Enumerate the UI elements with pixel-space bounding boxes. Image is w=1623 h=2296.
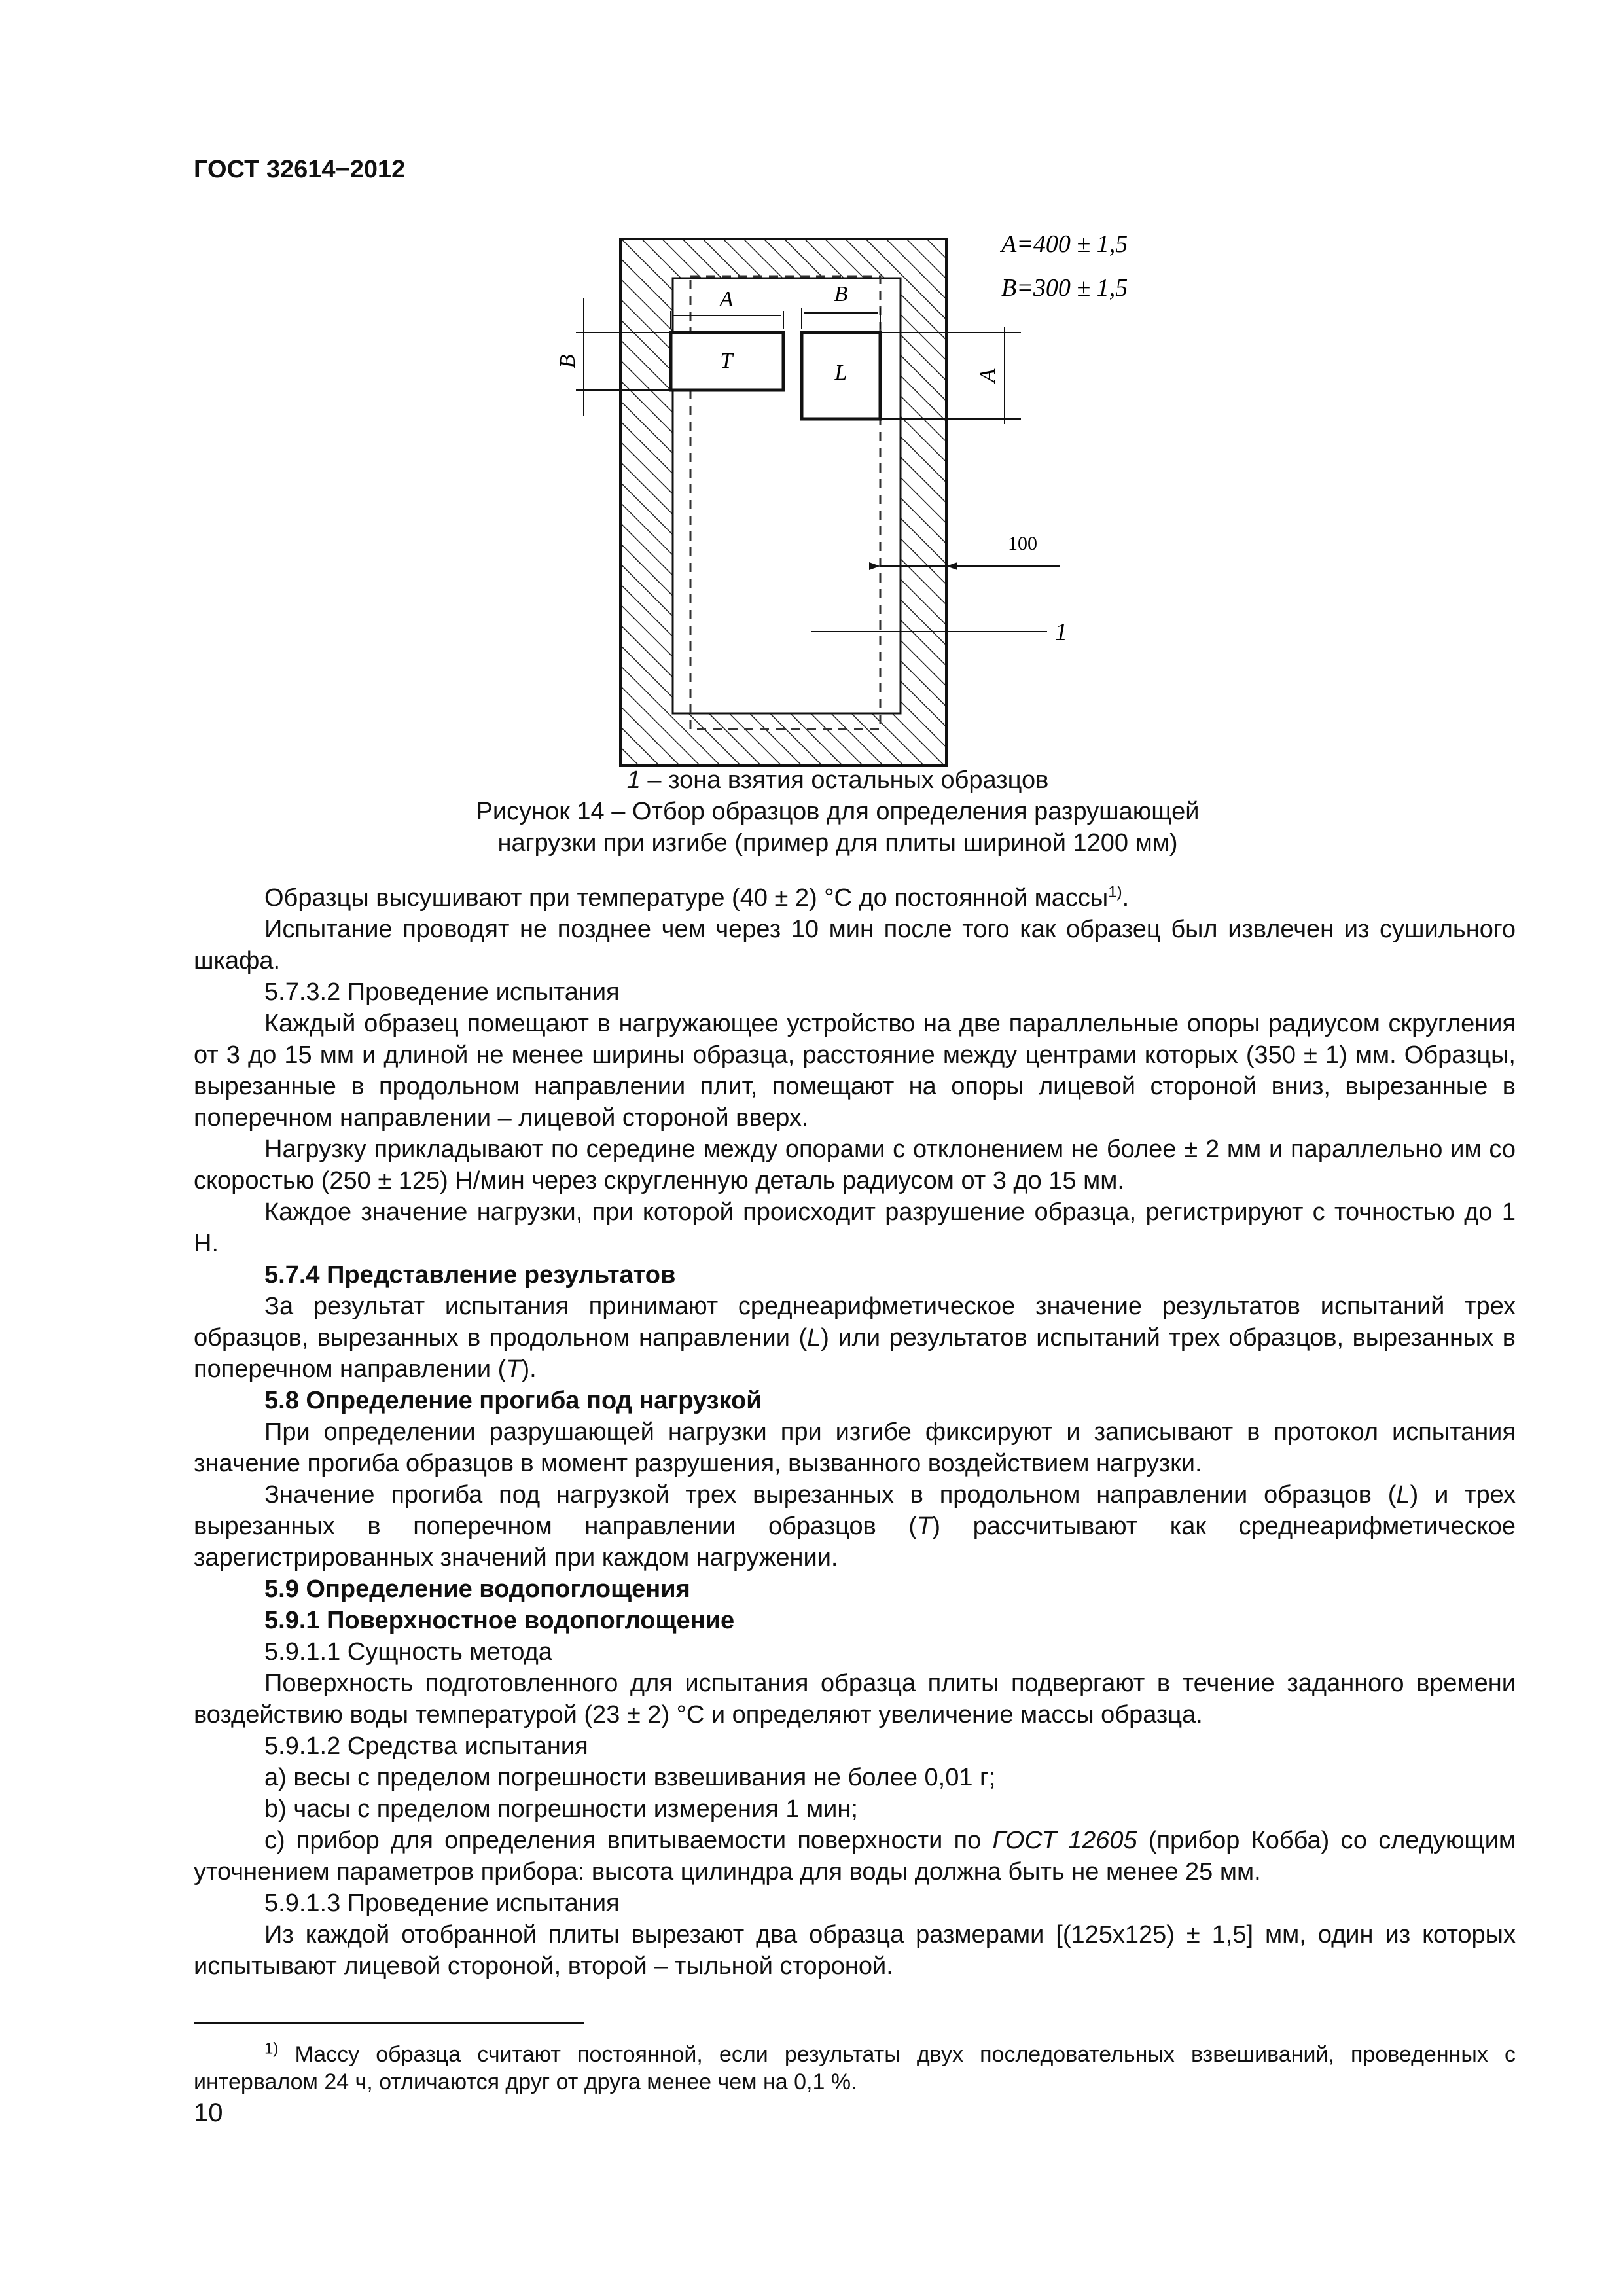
body-text xyxy=(194,882,1516,1982)
paragraph: Испытание проводят не позднее чем через 10 мин после того как образец был извлечен из сушильного шкафа. xyxy=(194,916,1516,975)
footnote-ref[interactable]: 1) xyxy=(1108,883,1122,901)
section-heading: 5.9.1.3 Проведение испытания xyxy=(264,1890,620,1917)
list-item: а) весы с пределом погрешности взвешивания не более 0,01 г; xyxy=(264,1764,996,1791)
section-heading: 5.7.3.2 Проведение испытания xyxy=(264,978,620,1006)
paragraph: Нагрузку прикладывают по середине между опорами с отклонением не более ± 2 мм и параллельно им со скоростью (250 ± 125) Н/мин через скругленную деталь радиусом от 3 до 15 мм. xyxy=(194,1136,1516,1194)
text-run: (прибор Кобба) со следующим уточнением параметров прибора: высота цилиндра для воды должна быть не менее 25 мм. xyxy=(194,1827,1516,1886)
symbol-t: T xyxy=(917,1513,933,1540)
text-run: ) и трех вырезанных в поперечном направлении образцов ( xyxy=(194,1481,1516,1540)
dim-a-right-label: A xyxy=(976,368,1000,383)
dim-100-label: 100 xyxy=(1008,533,1037,554)
text-run: с) прибор для определения впитываемости поверхности по xyxy=(264,1827,993,1854)
caption-legend-text: – зона взятия остальных образцов xyxy=(640,766,1049,794)
paragraph xyxy=(194,1291,1516,1385)
symbol-t: T xyxy=(506,1355,522,1383)
text-run: Значение прогиба под нагрузкой трех вырезанных в продольном направлении образцов ( xyxy=(264,1481,1397,1509)
section-heading: 5.9.1 Поверхностное водопоглощение xyxy=(264,1607,735,1634)
paragraph xyxy=(194,1479,1516,1573)
caption-line-1: Рисунок 14 – Отбор образцов для определения разрушающей xyxy=(476,798,1200,825)
text-run: . xyxy=(1122,884,1130,912)
text-run: Массу образца считают постоянной, если результаты двух последовательных взвешиваний, проведенных с интервалом 24 ч, отличаются друг от друга менее чем на 0,1 %. xyxy=(194,2042,1516,2094)
list-item xyxy=(194,1825,1516,1888)
sampling-diagram xyxy=(537,216,1191,792)
text-run: ) рассчитывают как среднеарифметическое зарегистрированных значений при каждом нагружении. xyxy=(194,1513,1516,1571)
dim-a-legend: A=400 ± 1,5 xyxy=(1001,230,1128,258)
document-header: ГОСТ 32614−2012 xyxy=(194,156,406,183)
caption-legend-number: 1 xyxy=(626,766,641,794)
paragraph: Из каждой отобранной плиты вырезают два образца размерами [(125х125) ± 1,5] мм, один из которых испытывают лицевой стороной, второй – тыльной стороной. xyxy=(194,1921,1516,1980)
dim-b-top-label: B xyxy=(834,282,848,306)
paragraph: Каждое значение нагрузки, при которой происходит разрушение образца, регистрируют с точностью до 1 Н. xyxy=(194,1198,1516,1257)
caption-line-2: нагрузки при изгибе (пример для плиты шириной 1200 мм) xyxy=(497,829,1178,857)
specimen-l-label: L xyxy=(834,361,847,385)
paragraph: Каждый образец помещают в нагружающее устройство на две параллельные опоры радиусом скругления от 3 до 15 мм и длиной не менее ширины образца, расстояние между центрами которых (350 ± 1) мм. Образцы, вырезанные в продольном направлении плит, помещают на опоры лицевой стороной вниз, вырезанные в поперечном направлении – лицевой стороной вверх. xyxy=(194,1010,1516,1132)
section-heading: 5.9 Определение водопоглощения xyxy=(264,1575,690,1603)
dim-b-legend: B=300 ± 1,5 xyxy=(1001,274,1128,302)
caption-legend xyxy=(327,764,1348,796)
text-run: За результат испытания принимают среднеарифметическое значение результатов испытаний трех образцов, вырезанных в продольном направлении ( xyxy=(194,1293,1516,1352)
specimen-t-label: T xyxy=(720,349,733,373)
footnote xyxy=(194,2041,1516,2096)
section-heading: 5.8 Определение прогиба под нагрузкой xyxy=(264,1387,762,1414)
footnote-text xyxy=(194,2041,1516,2096)
figure-caption xyxy=(327,764,1348,859)
section-heading: 5.9.1.2 Средства испытания xyxy=(264,1732,588,1760)
paragraph xyxy=(194,882,1516,914)
text-run: ). xyxy=(521,1355,537,1383)
symbol-l: L xyxy=(1396,1481,1410,1509)
dim-b-left-label: B xyxy=(556,354,580,368)
page-number: 10 xyxy=(194,2098,223,2127)
footnote-separator xyxy=(194,2022,584,2024)
section-heading: 5.7.4 Представление результатов xyxy=(264,1261,676,1289)
section-heading: 5.9.1.1 Сущность метода xyxy=(264,1638,552,1666)
standard-reference[interactable]: ГОСТ 12605 xyxy=(992,1827,1137,1854)
text-run: ) или результатов испытаний трех образцов, вырезанных в поперечном направлении ( xyxy=(194,1324,1516,1383)
list-item: b) часы с пределом погрешности измерения 1 мин; xyxy=(264,1795,858,1823)
symbol-l: L xyxy=(807,1324,821,1352)
paragraph: При определении разрушающей нагрузки при изгибе фиксируют и записывают в протокол испытания значение прогиба образцов в момент разрушения, вызванного воздействием нагрузки. xyxy=(194,1418,1516,1477)
zone-1-label: 1 xyxy=(1055,619,1067,646)
paragraph: Поверхность подготовленного для испытания образца плиты подвергают в течение заданного времени воздействию воды температурой (23 ± 2) °С и определяют увеличение массы образца. xyxy=(194,1670,1516,1729)
footnote-mark: 1) xyxy=(264,2039,279,2058)
text-run: Образцы высушивают при температуре (40 ± 2) °С до постоянной массы xyxy=(264,884,1109,912)
dim-a-top-label: A xyxy=(719,287,734,312)
